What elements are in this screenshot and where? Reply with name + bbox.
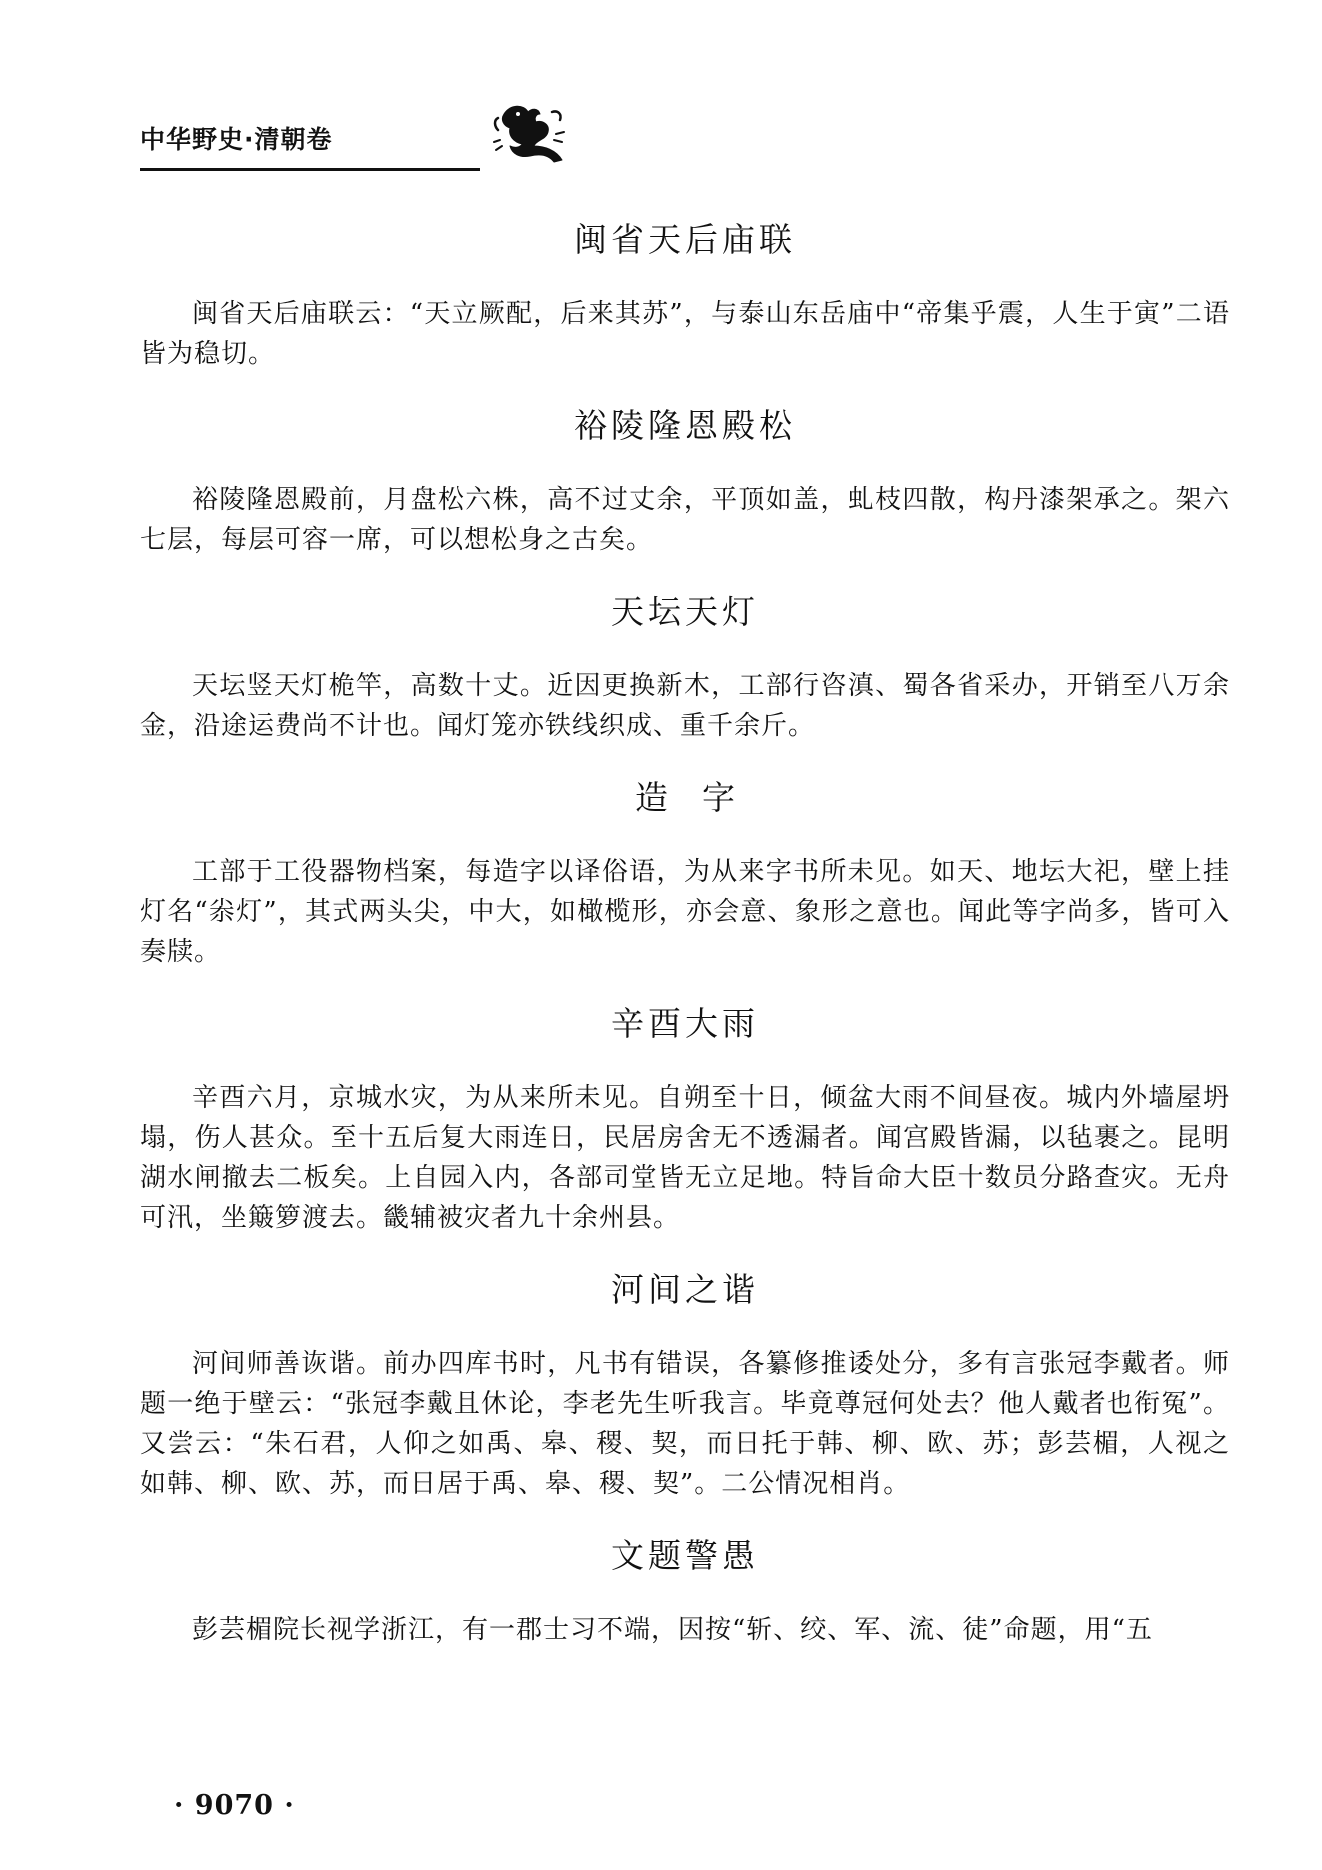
section-title: 天坛天灯 — [611, 592, 759, 631]
section-title: 造字 — [635, 778, 769, 817]
section-paragraph: 彭芸楣院长视学浙江，有一郡士习不端，因按“斩、绞、军、流、徒”命题，用“五 — [192, 1615, 1153, 1645]
dragon-emblem-icon — [490, 100, 570, 166]
section-tiantan-lamp — [140, 590, 1230, 746]
section-paragraph: 裕陵隆恩殿前，月盘松六株，高不过丈余，平顶如盖，虬枝四散，构丹漆架承之。架六七层，每层可容一席，可以想松身之古矣。 — [140, 485, 1230, 555]
section-paragraph: 辛酉六月，京城水灾，为从来所未见。自朔至十日，倾盆大雨不间昼夜。城内外墙屋坍塌，伤人甚众。至十五后复大雨连日，民居房舍无不透漏者。闻宫殿皆漏，以毡裹之。昆明湖水闸撤去二板矣。上自园入内，各部司堂皆无立足地。特旨命大臣十数员分路查灾。无舟可汛，坐簸箩渡去。畿辅被灾者九十余州县。 — [140, 1083, 1230, 1233]
page-number: · 9070 · — [174, 1790, 295, 1821]
section-title: 闽省天后庙联 — [574, 220, 796, 259]
section-xinyou-rain — [140, 1002, 1230, 1238]
section-zaozi — [140, 776, 1230, 972]
section-title: 文题警愚 — [611, 1536, 759, 1575]
section-hejian-humor — [140, 1268, 1230, 1504]
page-body — [140, 218, 1230, 1680]
section-paragraph: 工部于工役器物档案，每造字以译俗语，为从来字书所未见。如天、地坛大祀，壁上挂灯名“尜灯”，其式两头尖，中大，如橄榄形，亦会意、象形之意也。闻此等字尚多，皆可入奏牍。 — [140, 857, 1230, 967]
section-title: 河间之谐 — [611, 1270, 759, 1309]
book-title: 中华野史·清朝卷 — [140, 125, 333, 154]
header-rule — [140, 168, 480, 171]
section-paragraph: 闽省天后庙联云：“天立厥配，后来其苏”，与泰山东岳庙中“帝集乎震，人生于寅”二语皆为稳切。 — [140, 299, 1230, 369]
section-paragraph: 河间师善诙谐。前办四库书时，凡书有错误，各纂修推诿处分，多有言张冠李戴者。师题一绝于壁云：“张冠李戴且休论，李老先生听我言。毕竟尊冠何处去？他人戴者也衔冤”。又尝云：“朱石君，人仰之如禹、皋、稷、契，而日托于韩、柳、欧、苏；彭芸楣，人视之如韩、柳、欧、苏，而日居于禹、皋、稷、契”。二公情况相肖。 — [140, 1349, 1230, 1499]
section-wenti-jingyu — [140, 1534, 1230, 1650]
section-title: 裕陵隆恩殿松 — [574, 406, 796, 445]
running-header — [140, 100, 1230, 180]
section-paragraph: 天坛竖天灯桅竿，高数十丈。近因更换新木，工部行咨滇、蜀各省采办，开销至八万余金，沿途运费尚不计也。闻灯笼亦铁线织成、重千余斤。 — [140, 671, 1230, 741]
section-minsheng-tianhou — [140, 218, 1230, 374]
section-yuling-pine — [140, 404, 1230, 560]
section-title: 辛酉大雨 — [611, 1004, 759, 1043]
